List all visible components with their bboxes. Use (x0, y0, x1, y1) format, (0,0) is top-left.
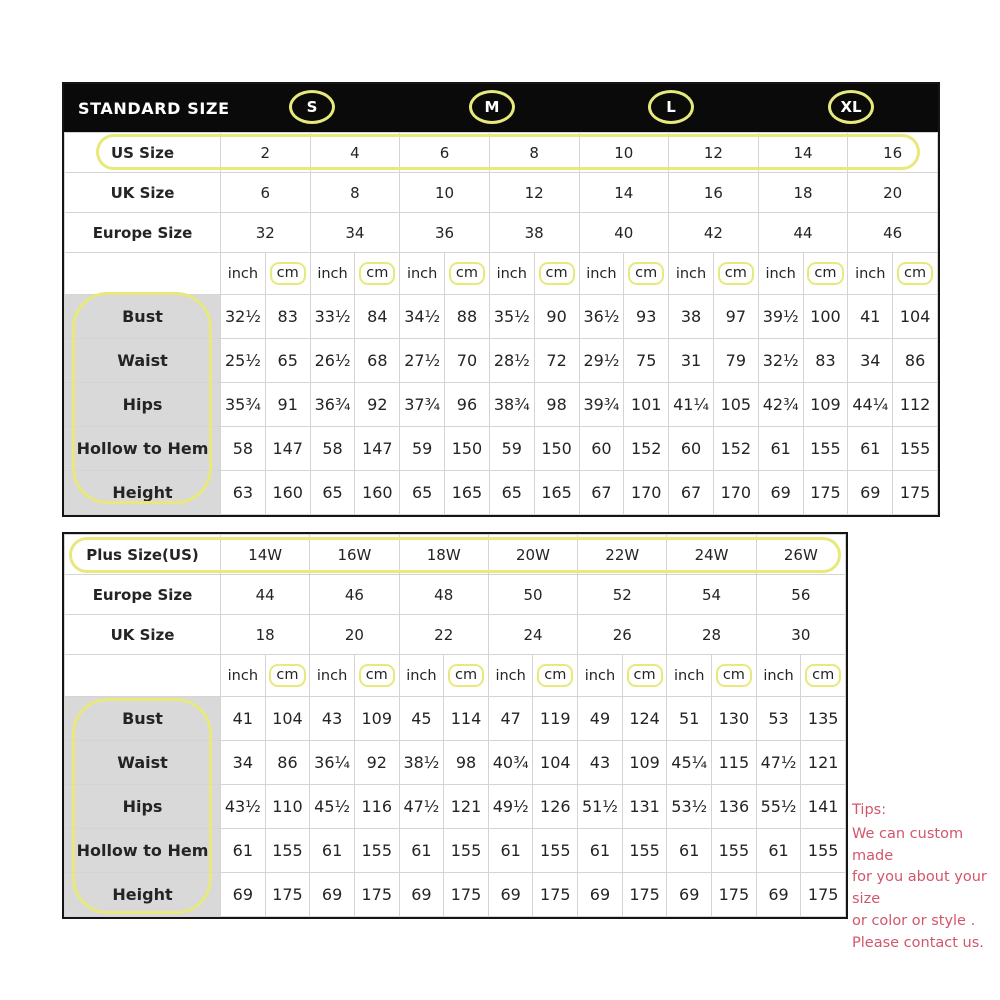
measure-value-cell: 155 (622, 829, 667, 873)
measure-value-cell: 63 (221, 471, 266, 515)
measure-value-cell: 58 (221, 427, 266, 471)
unit-inch-cell: inch (578, 655, 623, 697)
measure-value-cell: 92 (355, 383, 400, 427)
measure-value-cell: 43 (310, 697, 355, 741)
measure-value-cell: 79 (713, 339, 758, 383)
measure-value-cell: 88 (445, 295, 490, 339)
unit-inch-cell: inch (310, 253, 355, 295)
size-row-label: US Size (65, 133, 221, 173)
measure-value-cell: 86 (265, 741, 310, 785)
size-row (65, 133, 938, 173)
measure-value-cell: 33½ (310, 295, 355, 339)
size-value-cell: 20 (848, 173, 938, 213)
standard-size-table (62, 82, 940, 517)
measure-value-cell: 38½ (399, 741, 444, 785)
tips-note (852, 800, 1000, 954)
size-badge-l: L (648, 90, 694, 124)
size-value-cell: 44 (221, 575, 310, 615)
unit-inch-cell: inch (756, 655, 801, 697)
unit-row (65, 253, 938, 295)
measure-row-label: Hips (65, 785, 221, 829)
measure-row (65, 339, 938, 383)
measure-value-cell: 53 (756, 697, 801, 741)
measure-value-cell: 69 (756, 873, 801, 917)
measure-value-cell: 92 (354, 741, 399, 785)
size-row (65, 575, 846, 615)
measure-value-cell: 43½ (221, 785, 266, 829)
unit-cm-cell (893, 253, 938, 295)
measure-value-cell: 61 (758, 427, 803, 471)
measure-value-cell: 61 (667, 829, 712, 873)
measure-value-cell: 42¾ (758, 383, 803, 427)
measure-value-cell: 37¾ (400, 383, 445, 427)
measure-value-cell: 104 (533, 741, 578, 785)
size-value-cell: 24W (667, 535, 756, 575)
measure-value-cell: 69 (310, 873, 355, 917)
measure-value-cell: 155 (801, 829, 846, 873)
measure-value-cell: 165 (534, 471, 579, 515)
measure-row-label: Bust (65, 697, 221, 741)
measure-value-cell: 28½ (489, 339, 534, 383)
measure-value-cell: 72 (534, 339, 579, 383)
size-value-cell: 6 (221, 173, 311, 213)
size-value-cell: 52 (578, 575, 667, 615)
measure-value-cell: 49 (578, 697, 623, 741)
unit-row-empty-label (65, 655, 221, 697)
measure-value-cell: 147 (265, 427, 310, 471)
measure-row-label: Height (65, 873, 221, 917)
measure-value-cell: 131 (622, 785, 667, 829)
size-row-label: Europe Size (65, 575, 221, 615)
measure-row (65, 383, 938, 427)
size-value-cell: 16W (310, 535, 399, 575)
size-value-cell: 12 (669, 133, 759, 173)
unit-inch-cell: inch (400, 253, 445, 295)
measure-value-cell: 36¾ (310, 383, 355, 427)
size-value-cell: 54 (667, 575, 756, 615)
size-value-cell: 14 (758, 133, 848, 173)
measure-value-cell: 175 (444, 873, 489, 917)
size-value-cell: 8 (489, 133, 579, 173)
measure-value-cell: 150 (534, 427, 579, 471)
measure-value-cell: 60 (669, 427, 714, 471)
tips-title: Tips: (852, 802, 887, 818)
measure-value-cell: 112 (893, 383, 938, 427)
measure-value-cell: 86 (893, 339, 938, 383)
measure-value-cell: 65 (489, 471, 534, 515)
measure-row (65, 427, 938, 471)
measure-value-cell: 98 (534, 383, 579, 427)
measure-value-cell: 121 (801, 741, 846, 785)
measure-value-cell: 61 (848, 427, 893, 471)
measure-value-cell: 65 (265, 339, 310, 383)
measure-value-cell: 110 (265, 785, 310, 829)
measure-value-cell: 47½ (399, 785, 444, 829)
measure-value-cell: 126 (533, 785, 578, 829)
size-row (65, 213, 938, 253)
size-badge-xl: XL (828, 90, 874, 124)
measure-value-cell: 109 (354, 697, 399, 741)
measure-value-cell: 155 (533, 829, 578, 873)
size-badge-s: S (289, 90, 335, 124)
unit-cm-cell (444, 655, 489, 697)
cm-highlight-box: cm (359, 664, 395, 688)
measure-value-cell: 69 (488, 873, 533, 917)
measure-value-cell: 31 (669, 339, 714, 383)
tips-line: We can custom made (852, 825, 964, 864)
measure-value-cell: 49½ (488, 785, 533, 829)
measure-value-cell: 35¾ (221, 383, 266, 427)
measure-row-label: Hollow to Hem (65, 829, 221, 873)
unit-row (65, 655, 846, 697)
measure-value-cell: 165 (445, 471, 490, 515)
unit-inch-cell: inch (667, 655, 712, 697)
size-value-cell: 16 (669, 173, 759, 213)
measure-value-cell: 27½ (400, 339, 445, 383)
measure-value-cell: 135 (801, 697, 846, 741)
unit-cm-cell (803, 253, 848, 295)
size-row (65, 535, 846, 575)
unit-inch-cell: inch (579, 253, 624, 295)
measure-value-cell: 69 (848, 471, 893, 515)
measure-value-cell: 60 (579, 427, 624, 471)
measure-value-cell: 104 (893, 295, 938, 339)
measure-value-cell: 75 (624, 339, 669, 383)
measure-row-label: Bust (65, 295, 221, 339)
size-value-cell: 4 (310, 133, 400, 173)
measure-value-cell: 61 (488, 829, 533, 873)
unit-cm-cell (713, 253, 758, 295)
unit-cm-cell (355, 253, 400, 295)
size-value-cell: 26 (578, 615, 667, 655)
measure-value-cell: 160 (265, 471, 310, 515)
size-value-cell: 30 (756, 615, 845, 655)
cm-highlight-box: cm (897, 262, 933, 286)
size-value-cell: 14 (579, 173, 669, 213)
size-badge-m: M (469, 90, 515, 124)
size-value-cell: 28 (667, 615, 756, 655)
cm-highlight-box: cm (359, 262, 395, 286)
measure-value-cell: 93 (624, 295, 669, 339)
measure-row (65, 697, 846, 741)
measure-value-cell: 34 (221, 741, 266, 785)
measure-value-cell: 84 (355, 295, 400, 339)
unit-inch-cell: inch (758, 253, 803, 295)
size-value-cell: 50 (488, 575, 577, 615)
size-value-cell: 24 (488, 615, 577, 655)
measure-value-cell: 69 (399, 873, 444, 917)
measure-value-cell: 68 (355, 339, 400, 383)
measure-value-cell: 155 (712, 829, 757, 873)
size-value-cell: 22 (399, 615, 488, 655)
measure-row-label: Hollow to Hem (65, 427, 221, 471)
cm-highlight-box: cm (449, 262, 485, 286)
cm-highlight-box: cm (269, 664, 305, 688)
size-value-cell: 6 (400, 133, 490, 173)
size-value-cell: 14W (221, 535, 310, 575)
measure-value-cell: 91 (265, 383, 310, 427)
unit-inch-cell: inch (488, 655, 533, 697)
measure-value-cell: 141 (801, 785, 846, 829)
measure-value-cell: 69 (758, 471, 803, 515)
cm-highlight-box: cm (537, 664, 573, 688)
measure-value-cell: 90 (534, 295, 579, 339)
measure-value-cell: 155 (803, 427, 848, 471)
measure-value-cell: 170 (713, 471, 758, 515)
size-value-cell: 26W (756, 535, 845, 575)
measure-value-cell: 124 (622, 697, 667, 741)
plus-size-grid (64, 534, 846, 917)
size-value-cell: 20 (310, 615, 399, 655)
unit-cm-cell (445, 253, 490, 295)
cm-highlight-box: cm (716, 664, 752, 688)
unit-cm-cell (533, 655, 578, 697)
measure-value-cell: 105 (713, 383, 758, 427)
measure-value-cell: 175 (801, 873, 846, 917)
measure-row (65, 829, 846, 873)
measure-value-cell: 25½ (221, 339, 266, 383)
measure-value-cell: 114 (444, 697, 489, 741)
measure-row-label: Height (65, 471, 221, 515)
measure-value-cell: 96 (445, 383, 490, 427)
measure-value-cell: 35½ (489, 295, 534, 339)
measure-value-cell: 67 (579, 471, 624, 515)
unit-cm-cell (534, 253, 579, 295)
unit-row-empty-label (65, 253, 221, 295)
unit-cm-cell (265, 655, 310, 697)
size-value-cell: 8 (310, 173, 400, 213)
measure-value-cell: 109 (622, 741, 667, 785)
measure-value-cell: 116 (354, 785, 399, 829)
measure-value-cell: 65 (400, 471, 445, 515)
size-value-cell: 12 (489, 173, 579, 213)
size-value-cell: 56 (756, 575, 845, 615)
size-value-cell: 46 (848, 213, 938, 253)
unit-inch-cell: inch (399, 655, 444, 697)
measure-value-cell: 121 (444, 785, 489, 829)
unit-cm-cell (622, 655, 667, 697)
size-value-cell: 40 (579, 213, 669, 253)
measure-value-cell: 34½ (400, 295, 445, 339)
measure-value-cell: 59 (400, 427, 445, 471)
size-value-cell: 36 (400, 213, 490, 253)
measure-value-cell: 61 (756, 829, 801, 873)
measure-row (65, 295, 938, 339)
measure-value-cell: 155 (444, 829, 489, 873)
measure-row (65, 741, 846, 785)
measure-value-cell: 175 (622, 873, 667, 917)
measure-value-cell: 41¼ (669, 383, 714, 427)
size-row (65, 615, 846, 655)
tips-line: for you about your size (852, 869, 987, 907)
measure-value-cell: 98 (444, 741, 489, 785)
unit-cm-cell (354, 655, 399, 697)
measure-value-cell: 40¾ (488, 741, 533, 785)
measure-value-cell: 41 (848, 295, 893, 339)
measure-value-cell: 97 (713, 295, 758, 339)
measure-value-cell: 32½ (758, 339, 803, 383)
cm-highlight-box: cm (539, 262, 575, 286)
size-value-cell: 46 (310, 575, 399, 615)
measure-value-cell: 38¾ (489, 383, 534, 427)
measure-value-cell: 47 (488, 697, 533, 741)
measure-value-cell: 34 (848, 339, 893, 383)
measure-value-cell: 51½ (578, 785, 623, 829)
unit-inch-cell: inch (221, 253, 266, 295)
unit-cm-cell (712, 655, 757, 697)
unit-cm-cell (624, 253, 669, 295)
measure-value-cell: 65 (310, 471, 355, 515)
measure-value-cell: 61 (578, 829, 623, 873)
measure-value-cell: 70 (445, 339, 490, 383)
measure-value-cell: 32½ (221, 295, 266, 339)
unit-inch-cell: inch (489, 253, 534, 295)
measure-value-cell: 83 (265, 295, 310, 339)
size-value-cell: 42 (669, 213, 759, 253)
measure-value-cell: 36¼ (310, 741, 355, 785)
measure-value-cell: 155 (265, 829, 310, 873)
size-value-cell: 2 (221, 133, 311, 173)
size-value-cell: 10 (400, 173, 490, 213)
cm-highlight-box: cm (270, 262, 306, 286)
measure-value-cell: 39½ (758, 295, 803, 339)
measure-value-cell: 59 (489, 427, 534, 471)
size-row-label: UK Size (65, 173, 221, 213)
unit-inch-cell: inch (221, 655, 266, 697)
measure-value-cell: 47½ (756, 741, 801, 785)
measure-value-cell: 45¼ (667, 741, 712, 785)
measure-value-cell: 170 (624, 471, 669, 515)
measure-value-cell: 155 (893, 427, 938, 471)
measure-value-cell: 175 (803, 471, 848, 515)
measure-value-cell: 130 (712, 697, 757, 741)
size-value-cell: 18 (758, 173, 848, 213)
measure-value-cell: 83 (803, 339, 848, 383)
size-value-cell: 18 (221, 615, 310, 655)
measure-value-cell: 109 (803, 383, 848, 427)
size-value-cell: 48 (399, 575, 488, 615)
measure-row-label: Waist (65, 339, 221, 383)
unit-inch-cell: inch (669, 253, 714, 295)
unit-inch-cell: inch (310, 655, 355, 697)
cm-highlight-box: cm (448, 664, 484, 688)
size-value-cell: 20W (488, 535, 577, 575)
measure-value-cell: 69 (578, 873, 623, 917)
cm-highlight-box: cm (805, 664, 841, 688)
size-value-cell: 10 (579, 133, 669, 173)
measure-value-cell: 69 (221, 873, 266, 917)
measure-value-cell: 61 (310, 829, 355, 873)
size-value-cell: 16 (848, 133, 938, 173)
unit-cm-cell (265, 253, 310, 295)
measure-row-label: Hips (65, 383, 221, 427)
measure-value-cell: 104 (265, 697, 310, 741)
plus-size-table (62, 532, 848, 919)
size-value-cell: 44 (758, 213, 848, 253)
standard-size-header (64, 84, 938, 132)
cm-highlight-box: cm (627, 664, 663, 688)
measure-value-cell: 43 (578, 741, 623, 785)
measure-value-cell: 39¾ (579, 383, 624, 427)
measure-value-cell: 175 (893, 471, 938, 515)
size-value-cell: 38 (489, 213, 579, 253)
measure-value-cell: 175 (265, 873, 310, 917)
measure-value-cell: 147 (355, 427, 400, 471)
measure-value-cell: 61 (221, 829, 266, 873)
measure-row-label: Waist (65, 741, 221, 785)
measure-value-cell: 152 (713, 427, 758, 471)
measure-value-cell: 55½ (756, 785, 801, 829)
cm-highlight-box: cm (628, 262, 664, 286)
measure-row (65, 471, 938, 515)
size-value-cell: 32 (221, 213, 311, 253)
measure-value-cell: 100 (803, 295, 848, 339)
measure-value-cell: 69 (667, 873, 712, 917)
cm-highlight-box: cm (718, 262, 754, 286)
size-value-cell: 22W (578, 535, 667, 575)
measure-value-cell: 36½ (579, 295, 624, 339)
size-value-cell: 18W (399, 535, 488, 575)
standard-size-title: STANDARD SIZE (78, 98, 230, 118)
measure-value-cell: 45½ (310, 785, 355, 829)
measure-value-cell: 58 (310, 427, 355, 471)
measure-value-cell: 38 (669, 295, 714, 339)
tips-line: Please contact us. (852, 934, 984, 951)
standard-size-grid (64, 132, 938, 515)
size-value-cell: 34 (310, 213, 400, 253)
measure-row (65, 785, 846, 829)
size-row (65, 173, 938, 213)
measure-value-cell: 41 (221, 697, 266, 741)
measure-value-cell: 61 (399, 829, 444, 873)
measure-value-cell: 175 (712, 873, 757, 917)
measure-value-cell: 160 (355, 471, 400, 515)
measure-row (65, 873, 846, 917)
measure-value-cell: 53½ (667, 785, 712, 829)
measure-value-cell: 44¼ (848, 383, 893, 427)
measure-value-cell: 45 (399, 697, 444, 741)
tips-line: or color or style . (852, 912, 976, 929)
size-row-label: UK Size (65, 615, 221, 655)
measure-value-cell: 29½ (579, 339, 624, 383)
measure-value-cell: 150 (445, 427, 490, 471)
measure-value-cell: 51 (667, 697, 712, 741)
measure-value-cell: 101 (624, 383, 669, 427)
unit-cm-cell (801, 655, 846, 697)
measure-value-cell: 155 (354, 829, 399, 873)
measure-value-cell: 136 (712, 785, 757, 829)
measure-value-cell: 175 (533, 873, 578, 917)
measure-value-cell: 119 (533, 697, 578, 741)
cm-highlight-box: cm (807, 262, 843, 286)
unit-inch-cell: inch (848, 253, 893, 295)
measure-value-cell: 67 (669, 471, 714, 515)
tips-lines (852, 824, 1000, 955)
size-row-label: Europe Size (65, 213, 221, 253)
size-row-label: Plus Size(US) (65, 535, 221, 575)
measure-value-cell: 175 (354, 873, 399, 917)
measure-value-cell: 26½ (310, 339, 355, 383)
measure-value-cell: 152 (624, 427, 669, 471)
measure-value-cell: 115 (712, 741, 757, 785)
